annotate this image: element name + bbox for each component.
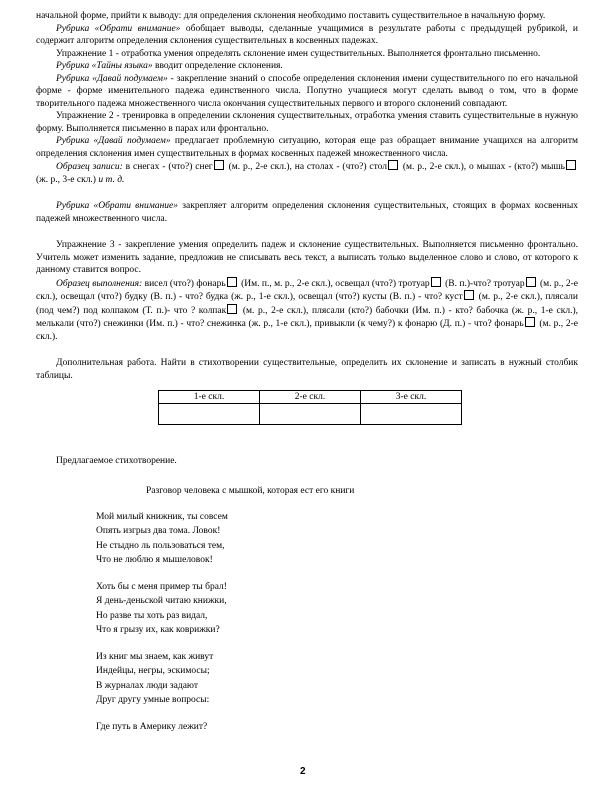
table-cell xyxy=(159,404,260,425)
poem-line: Хоть бы с меня пример ты брал! xyxy=(96,581,227,592)
ending-box-icon xyxy=(227,277,237,287)
poem-line: Опять изгрыз два тома. Ловок! xyxy=(96,526,221,536)
rubric-label: Рубрика «Тайны языка» xyxy=(56,61,153,71)
poem-title: Разговор человека с мышкой, которая ест его книги xyxy=(146,485,355,496)
ending-box-icon xyxy=(526,277,536,287)
paragraph: Образец записи: в снегах - (что?) снег (м. р., 2-е скл.), на столах - (что?) стол (м. р., 2-е скл.), о мышах - (кто?) мышь (ж. р., 3-е скл.) и т. д. xyxy=(36,160,578,186)
paragraph: начальной форме, прийти к выводу: для определения склонения необходимо поставить существительное в начальную форму. xyxy=(36,11,546,21)
document-page xyxy=(36,10,578,746)
table-cell xyxy=(260,404,361,425)
table-header: 2-е скл. xyxy=(260,391,361,404)
paragraph: Упражнение 2 - тренировка в определении склонения существительных, отработка умения ставить существительные в нужную форму. Выполняется письменно в парах или фронтально. xyxy=(36,111,578,134)
ending-box-icon xyxy=(388,160,398,170)
paragraph: Рубрика «Давай подумаем» - закрепление знаний о способе определения склонения имени существительного по его начальной форме - форме именительного падежа единственного числа. Попутно учащиеся могут сделать вывод о том, что в форме творительного падежа множественного числа окончания существительных первого и второго склонений совпадают. xyxy=(36,73,579,109)
poem-line: Но разве ты хоть раз видал, xyxy=(96,610,208,621)
paragraph: Упражнение 1 - отработка умения определять склонение имен существительных. Выполняется фронтально письменно. xyxy=(56,48,541,59)
table-cell xyxy=(361,404,462,425)
poem-line: Друг другу умные вопросы: xyxy=(96,695,210,705)
ending-box-icon xyxy=(525,317,535,327)
poem-line: Что не люблю я мышеловок! xyxy=(96,555,213,565)
poem-intro: Предлагаемое стихотворение. xyxy=(56,456,177,466)
poem-line: Я день-деньской читаю книжки, xyxy=(96,596,227,606)
declension-table xyxy=(158,390,462,425)
ending-box-icon xyxy=(431,277,441,287)
paragraph: Образец выполнения: висел (что?) фонарь (Им. п., м. р., 2-е скл.), освещал (что?) тротуар (В. п.)-что? тротуар (м. р., 2-е скл.), освещал (что?) будку (В. п.) - что? будка (ж. р., 1-е скл.), освещал (что?) кусты (В. п.) - что? куст (м. р., 2-е скл.), плясали (под чем?) под колпаком (Т. п.)- что ? колпак (м. р., 2-е скл.), плясали (кто?) бабочки (Им. п.) - кто? бабочка (ж. р., 1-е скл.), мелькали (что?) снежинки (Им. п.) - что? снежинка (ж. р., 1-е скл.), привыкли (к чему?) к фонарю (Д. п.) - что? фонарь (м. р., 2-е скл.). xyxy=(36,278,579,342)
poem-line: В журналах люди задают xyxy=(96,680,199,691)
paragraph: Рубрика «Обрати внимание» закрепляет алгоритм определения склонения существительных, стоящих в формах косвенных падежей множественного числа. xyxy=(36,201,578,224)
paragraph: Рубрика «Давай подумаем» предлагает проблемную ситуацию, которая еще раз обращает внимание учащихся на алгоритм определения склонения имен существительных в формах косвенных падежей множественного числа. xyxy=(36,136,578,159)
rubric-label: Рубрика «Давай подумаем» xyxy=(56,136,171,146)
ending-box-icon xyxy=(464,290,474,300)
rubric-label: Рубрика «Давай подумаем» xyxy=(56,73,168,84)
poem-line: Что я грызу их, как коврижки? xyxy=(96,625,220,635)
poem-line: Из книг мы знаем, как живут xyxy=(96,651,214,662)
poem-stanza xyxy=(96,720,578,735)
paragraph: Дополнительная работа. Найти в стихотворении существительные, определить их склонение и записать в нужный столбик таблицы. xyxy=(36,358,578,381)
rubric-label: Рубрика «Обрати внимание» xyxy=(56,23,181,34)
paragraph: Рубрика «Обрати внимание» обобщает выводы, сделанные учащимися в результате работы с предыдущей рубрикой, и содержит алгоритм определения склонения существительных в косвенных падежах. xyxy=(36,23,578,46)
poem-line: Индейцы, негры, эскимосы; xyxy=(96,666,210,676)
poem-stanza xyxy=(96,650,578,708)
paragraph: Упражнение 3 - закрепление умения определить падеж и склонение существительных. Выполняется письменно фронтально. Учитель может изменить задание, предложив не списывать весь текст, а выписать только выделенное слово и слово, от которого к данному ставится вопрос. xyxy=(36,240,578,275)
paragraph: Рубрика «Тайны языка» вводит определение склонения. xyxy=(56,61,283,71)
poem-stanza xyxy=(96,510,578,568)
sample-label: Образец записи: xyxy=(56,162,123,172)
table-header: 3-е скл. xyxy=(361,391,462,404)
ending-box-icon xyxy=(227,304,237,314)
poem xyxy=(96,510,578,735)
ending-box-icon xyxy=(566,160,576,170)
ending-box-icon xyxy=(214,160,224,170)
poem-line: Мой милый книжник, ты совсем xyxy=(96,511,228,522)
table-header: 1-е скл. xyxy=(159,391,260,404)
poem-stanza xyxy=(96,580,578,638)
poem-line: Где путь в Америку лежит? xyxy=(96,721,208,732)
rubric-label: Рубрика «Обрати внимание» xyxy=(56,201,179,211)
poem-line: Не стыдно ль пользоваться тем, xyxy=(96,540,225,551)
sample-label: Образец выполнения: xyxy=(56,278,143,289)
page-number: 2 xyxy=(300,766,306,777)
